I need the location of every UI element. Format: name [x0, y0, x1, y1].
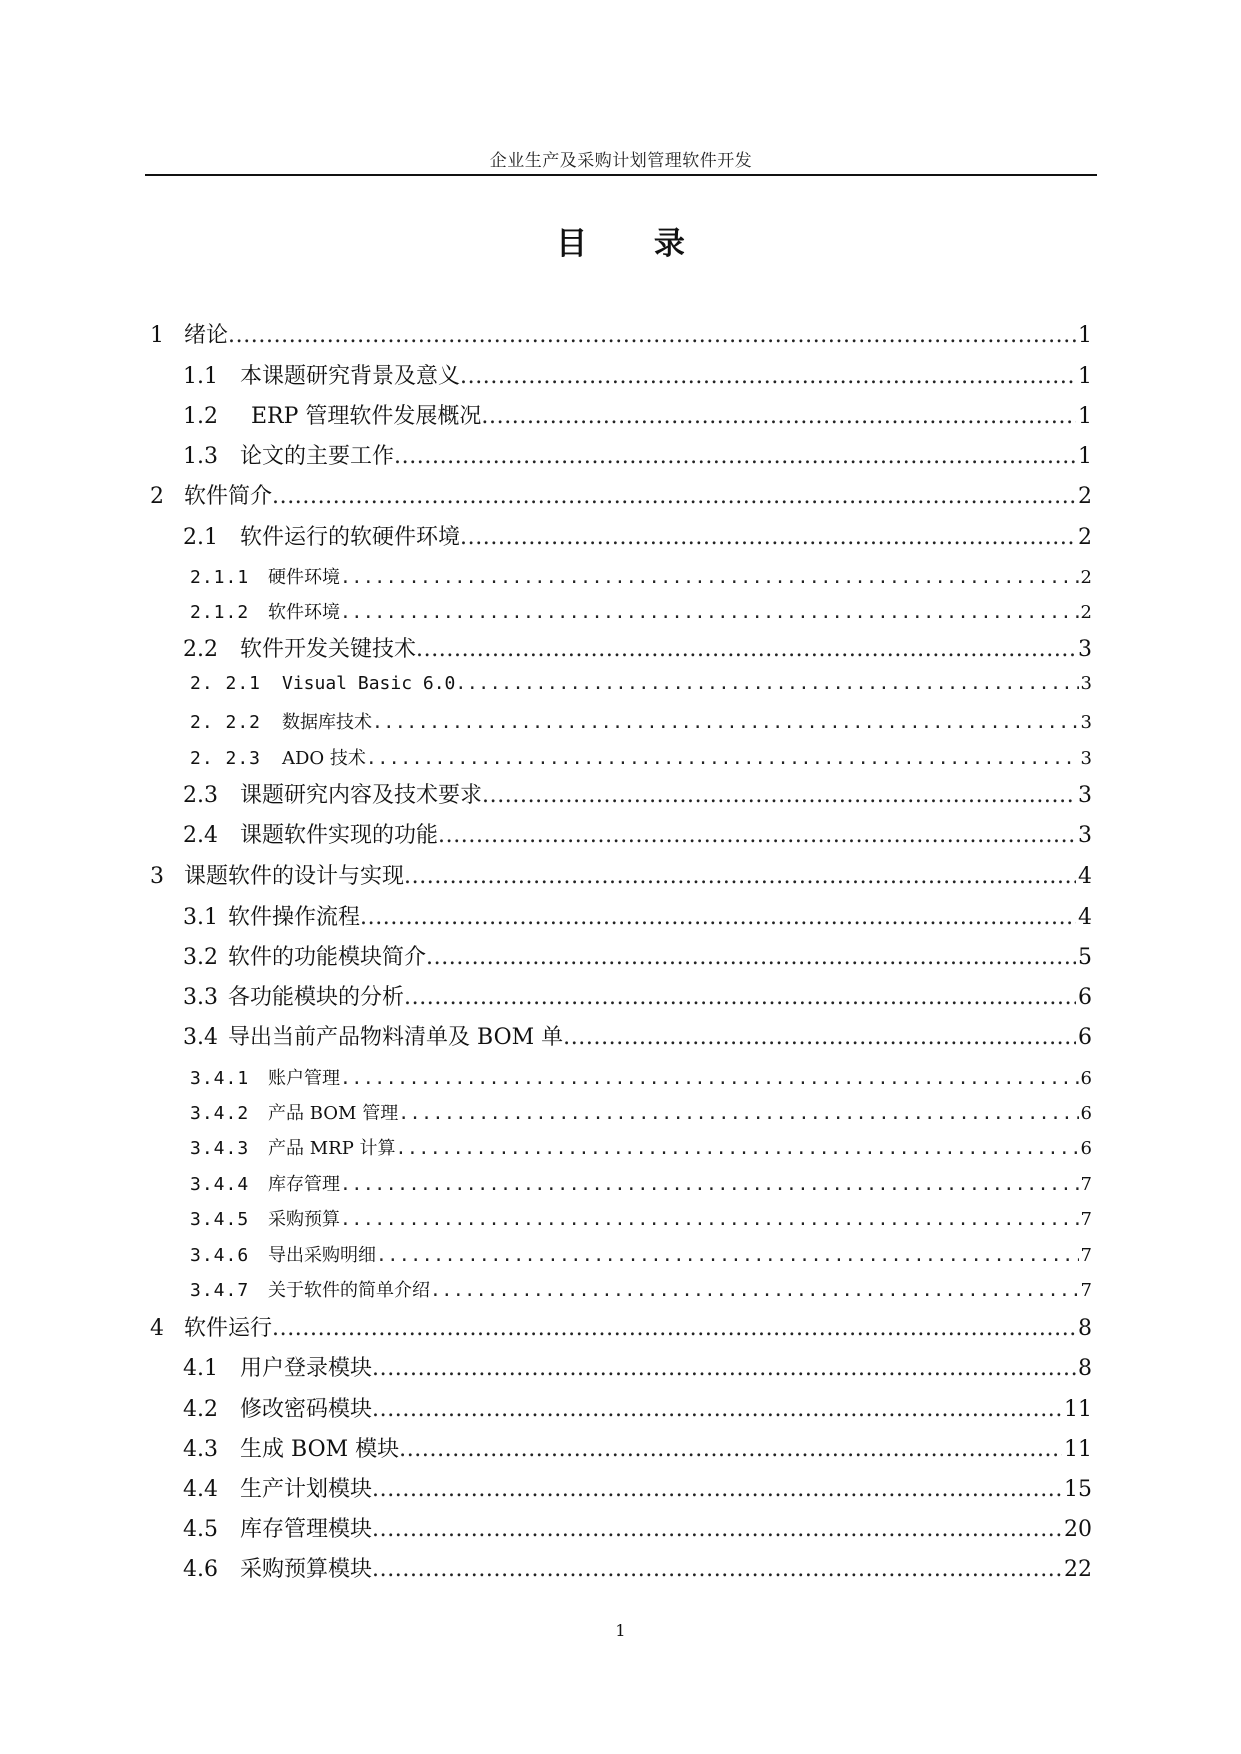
toc-entry-page: 1: [1078, 444, 1092, 469]
toc-entry-page: 6: [1080, 1138, 1092, 1159]
toc-entry-number: 4.1: [183, 1356, 218, 1381]
toc-dot-leader: [455, 673, 1078, 694]
toc-entry-text: ERP 管理软件发展概况: [251, 404, 482, 429]
toc-dot-leader: [416, 637, 1076, 662]
toc-entry-number: 3.4.2: [190, 1103, 250, 1124]
toc-entry-3-4[interactable]: [183, 1020, 1092, 1051]
toc-entry-text: 账户管理: [268, 1068, 340, 1089]
toc-dot-leader: [563, 1025, 1076, 1050]
toc-entry-text: 采购预算模块: [240, 1557, 373, 1582]
toc-entry-number: 1.2: [183, 404, 218, 429]
toc-entry-text: 软件环境: [268, 602, 340, 623]
toc-entry-text: 软件运行的软硬件环境: [240, 525, 461, 550]
toc-entry-number: 3.1: [183, 905, 218, 930]
toc-dot-leader: [394, 444, 1076, 469]
toc-dot-leader: [396, 1138, 1079, 1159]
toc-entry-page: 2: [1080, 567, 1092, 588]
toc-dot-leader: [228, 323, 1076, 348]
toc-dot-leader: [460, 525, 1076, 550]
toc-entry-2-4[interactable]: [183, 818, 1092, 849]
toc-entry-text: 软件简介: [184, 484, 273, 509]
page-number: 1: [615, 1621, 626, 1640]
toc-dot-leader: [366, 748, 1079, 769]
toc-dot-leader: [404, 864, 1076, 889]
header-rule: [145, 174, 1097, 176]
toc-entry-1-1[interactable]: [183, 359, 1092, 390]
running-header: 企业生产及采购计划管理软件开发: [489, 151, 753, 171]
toc-entry-4-1[interactable]: [183, 1351, 1092, 1382]
toc-entry-number: 4.3: [183, 1437, 218, 1462]
toc-entry-3-4-1[interactable]: [190, 1064, 1092, 1090]
toc-dot-leader: [376, 1245, 1079, 1266]
toc-entry-number: 2.3: [183, 783, 218, 808]
toc-entry-number: 3.2: [183, 945, 218, 970]
toc-dot-leader: [340, 1174, 1079, 1195]
toc-entry-page: 3: [1080, 673, 1092, 694]
toc-dot-leader: [272, 484, 1076, 509]
toc-entry-4-6[interactable]: [183, 1552, 1092, 1583]
toc-entry-page: 5: [1078, 945, 1092, 970]
toc-entry-text: 关于软件的简单介绍: [268, 1280, 430, 1301]
toc-entry-page: 20: [1064, 1517, 1092, 1542]
toc-entry-text: 导出当前产品物料清单及 BOM 单: [228, 1025, 564, 1050]
toc-entry-text: 软件运行: [184, 1316, 273, 1341]
toc-entry-text: 课题研究内容及技术要求: [240, 783, 483, 808]
toc-entry-number: 2. 2.1: [190, 673, 262, 694]
toc-entry-3-4-3[interactable]: [190, 1134, 1092, 1160]
toc-entry-page: 11: [1064, 1397, 1092, 1422]
toc-dot-leader: [482, 783, 1076, 808]
toc-entry-text: 生产计划模块: [240, 1477, 373, 1502]
toc-entry-page: 11: [1064, 1437, 1092, 1462]
toc-entry-text: 导出采购明细: [268, 1245, 376, 1266]
toc-entry-2[interactable]: [150, 479, 1092, 510]
toc-entry-page: 7: [1080, 1209, 1092, 1230]
toc-entry-text: 软件的功能模块简介: [228, 945, 427, 970]
toc-entry-3[interactable]: [150, 859, 1092, 890]
toc-entry-text: 库存管理: [268, 1174, 340, 1195]
toc-entry-number: 3.4.6: [190, 1245, 250, 1266]
toc-entry-page: 8: [1078, 1316, 1092, 1341]
toc-entry-page: 6: [1080, 1068, 1092, 1089]
toc-dot-leader: [398, 1103, 1078, 1124]
toc-entry-2-2-1[interactable]: [190, 673, 1092, 694]
toc-entry-text: 修改密码模块: [240, 1397, 373, 1422]
toc-entry-number: 2. 2.2: [190, 712, 262, 733]
toc-dot-leader: [372, 1557, 1062, 1582]
toc-entry-number: 3.4.7: [190, 1280, 250, 1301]
toc-dot-leader: [372, 1356, 1076, 1381]
toc-dot-leader: [340, 1209, 1079, 1230]
toc-entry-number: 3.3: [183, 985, 218, 1010]
toc-entry-number: 2.2: [183, 637, 218, 662]
toc-entry-page: 7: [1080, 1174, 1092, 1195]
toc-entry-page: 15: [1064, 1477, 1092, 1502]
toc-entry-number: 4.5: [183, 1517, 218, 1542]
toc-dot-leader: [272, 1316, 1076, 1341]
toc-entry-4-2[interactable]: [183, 1392, 1092, 1423]
toc-entry-1-3[interactable]: [183, 439, 1092, 470]
toc-dot-leader: [481, 404, 1076, 429]
toc-entry-page: 2: [1078, 525, 1092, 550]
toc-entry-3-4-7[interactable]: [190, 1276, 1092, 1302]
toc-dot-leader: [372, 1477, 1062, 1502]
toc-entry-3-4-5[interactable]: [190, 1205, 1092, 1231]
toc-entry-page: 1: [1078, 404, 1092, 429]
toc-entry-text: 库存管理模块: [240, 1517, 373, 1542]
toc-entry-number: 2. 2.3: [190, 748, 262, 769]
toc-entry-text: 硬件环境: [268, 567, 340, 588]
toc-entry-page: 3: [1078, 783, 1092, 808]
toc-entry-4-4[interactable]: [183, 1472, 1092, 1503]
toc-entry-page: 4: [1078, 905, 1092, 930]
toc-entry-number: 2.1.2: [190, 602, 250, 623]
toc-entry-number: 2: [150, 484, 164, 509]
toc-entry-text: 论文的主要工作: [240, 444, 395, 469]
toc-entry-text: 本课题研究背景及意义: [240, 364, 461, 389]
toc-entry-text: 采购预算: [268, 1209, 340, 1230]
toc-entry-page: 3: [1078, 823, 1092, 848]
toc-dot-leader: [460, 364, 1076, 389]
toc-entry-text: 课题软件的设计与实现: [184, 864, 405, 889]
toc-entry-number: 3.4.4: [190, 1174, 250, 1195]
toc-entry-page: 3: [1080, 712, 1092, 733]
toc-entry-2-1[interactable]: [183, 520, 1092, 551]
toc-entry-page: 1: [1078, 323, 1092, 348]
toc-entry-3-3[interactable]: [183, 980, 1092, 1011]
toc-entry-text: 绪论: [184, 323, 229, 348]
toc-dot-leader: [340, 602, 1079, 623]
toc-entry-2-1-1[interactable]: [190, 563, 1092, 589]
toc-entry-4-3[interactable]: [183, 1432, 1092, 1463]
toc-entry-page: 1: [1078, 364, 1092, 389]
toc-entry-2-2-2[interactable]: [190, 708, 1092, 734]
toc-entry-page: 22: [1064, 1557, 1092, 1582]
toc-entry-text: 软件操作流程: [228, 905, 361, 930]
toc-entry-number: 3.4.5: [190, 1209, 250, 1230]
toc-entry-page: 4: [1078, 864, 1092, 889]
toc-entry-4[interactable]: [150, 1311, 1092, 1342]
toc-entry-3-4-2[interactable]: [190, 1099, 1092, 1125]
toc-entry-4-5[interactable]: [183, 1512, 1092, 1543]
toc-dot-leader: [360, 905, 1076, 930]
toc-entry-page: 7: [1080, 1280, 1092, 1301]
toc-entry-text: 生成 BOM 模块: [240, 1437, 400, 1462]
toc-dot-leader: [430, 1280, 1079, 1301]
toc-entry-number: 3.4.1: [190, 1068, 250, 1089]
toc-entry-text: 产品 BOM 管理: [268, 1103, 399, 1124]
toc-dot-leader: [404, 985, 1076, 1010]
toc-entry-number: 2.1: [183, 525, 218, 550]
toc-dot-leader: [372, 1397, 1062, 1422]
toc-dot-leader: [340, 567, 1079, 588]
toc-entry-text: 课题软件实现的功能: [240, 823, 439, 848]
toc-entry-page: 3: [1080, 748, 1092, 769]
toc-entry-number: 4.2: [183, 1397, 218, 1422]
toc-entry-number: 4: [150, 1316, 164, 1341]
toc-entry-page: 6: [1080, 1103, 1092, 1124]
toc-entry-number: 3.4: [183, 1025, 218, 1050]
toc-entry-text: Visual Basic 6.0: [282, 673, 456, 694]
toc-entry-page: 2: [1078, 484, 1092, 509]
toc-dot-leader: [372, 712, 1079, 733]
toc-entry-number: 2.4: [183, 823, 218, 848]
toc-entry-text: 软件开发关键技术: [240, 637, 417, 662]
toc-entry-page: 3: [1078, 637, 1092, 662]
toc-entry-text: 数据库技术: [282, 712, 372, 733]
toc-entry-page: 6: [1078, 985, 1092, 1010]
toc-entry-number: 4.4: [183, 1477, 218, 1502]
toc-entry-text: 用户登录模块: [240, 1356, 373, 1381]
toc-entry-2-1-2[interactable]: [190, 598, 1092, 624]
toc-dot-leader: [399, 1437, 1062, 1462]
toc-entry-page: 2: [1080, 602, 1092, 623]
toc-entry-2-2-3[interactable]: [190, 744, 1092, 770]
toc-entry-text: 各功能模块的分析: [228, 985, 405, 1010]
toc-entry-1-2[interactable]: [183, 399, 1092, 430]
toc-dot-leader: [340, 1068, 1079, 1089]
toc-entry-number: 2.1.1: [190, 567, 250, 588]
toc-dot-leader: [372, 1517, 1062, 1542]
toc-entry-3-1[interactable]: [183, 900, 1092, 931]
toc-entry-text: ADO 技术: [282, 748, 366, 769]
toc-entry-3-4-4[interactable]: [190, 1170, 1092, 1196]
toc-entry-3-2[interactable]: [183, 940, 1092, 971]
toc-entry-1[interactable]: [150, 318, 1092, 349]
toc-entry-2-2[interactable]: [183, 632, 1092, 663]
toc-entry-number: 1: [150, 323, 164, 348]
toc-entry-number: 3: [150, 864, 164, 889]
toc-entry-number: 4.6: [183, 1557, 218, 1582]
toc-entry-3-4-6[interactable]: [190, 1241, 1092, 1267]
toc-entry-number: 3.4.3: [190, 1138, 250, 1159]
toc-entry-text: 产品 MRP 计算: [268, 1138, 396, 1159]
toc-entry-number: 1.3: [183, 444, 218, 469]
toc-dot-leader: [438, 823, 1076, 848]
toc-entry-page: 8: [1078, 1356, 1092, 1381]
toc-dot-leader: [426, 945, 1076, 970]
toc-title: 目 录: [556, 226, 713, 262]
toc-entry-2-3[interactable]: [183, 778, 1092, 809]
toc-entry-page: 7: [1080, 1245, 1092, 1266]
toc-entry-number: 1.1: [183, 364, 218, 389]
toc-entry-page: 6: [1078, 1025, 1092, 1050]
